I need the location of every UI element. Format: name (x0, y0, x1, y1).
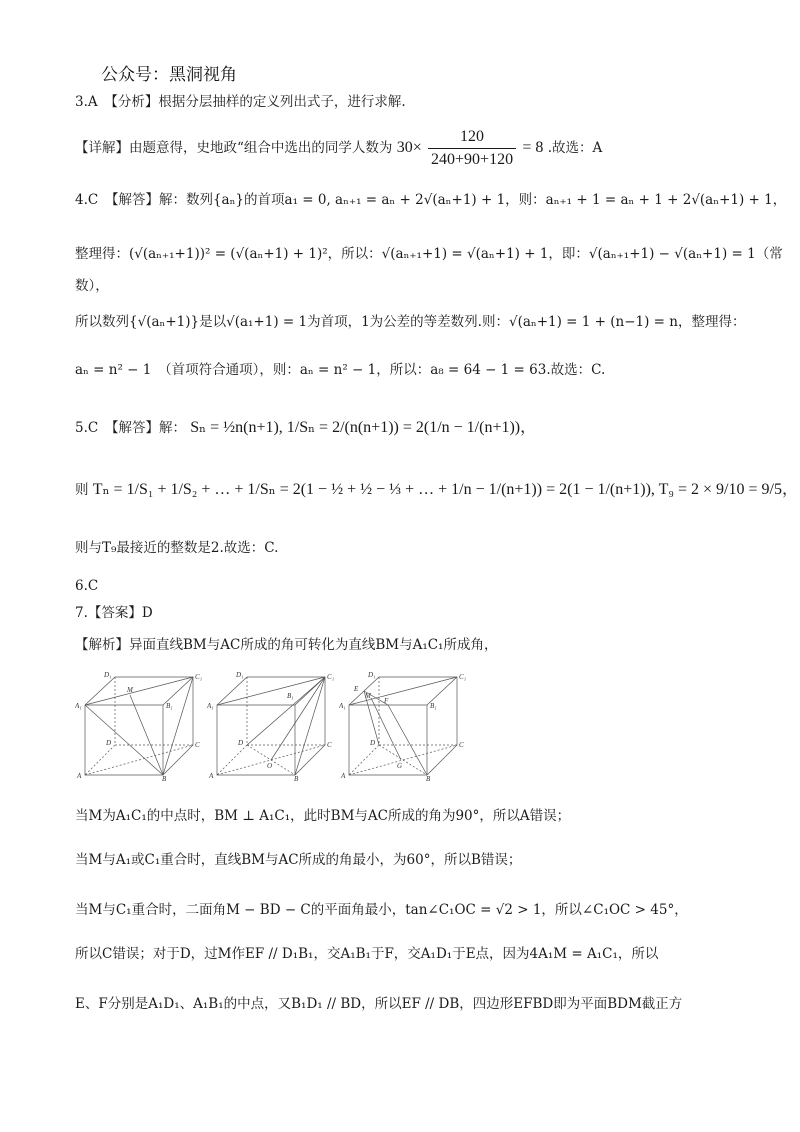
fig2-label-c1: C₁ (327, 673, 335, 681)
q4-line-1: 4.C 【解答】解：数列{aₙ}的首项a₁ = 0, aₙ₊₁ = aₙ + 2√(aₙ+1) + 1，则：aₙ₊₁ + 1 = aₙ + 1 + 2√(aₙ+1) + 1， (75, 192, 787, 208)
watermark-text: 公众号：黑洞视角 (97, 60, 241, 85)
q7-para-2: 当M与A₁或C₁重合时，直线BM与AC所成的角最小，为60°，所以B错误； (75, 852, 522, 868)
fig1-label-d: D (106, 739, 112, 747)
fig3-label-d: D (370, 739, 376, 747)
fig2-label-b1: B₁ (287, 692, 294, 700)
fig2-label-d1: D₁ (236, 671, 244, 679)
fig1-label-b: B (162, 775, 167, 781)
q3-analysis: 3.A 【分析】根据分层抽样的定义列出式子，进行求解. (75, 94, 406, 110)
cube-figure-1 (75, 665, 203, 785)
q5-label: 5.C 【解答】解： (75, 420, 186, 436)
fig2-label-c: C (327, 741, 332, 749)
cube-figure-3 (339, 665, 467, 785)
fig3-label-a: A (341, 772, 346, 780)
fig2-label-a1: A₁ (207, 702, 214, 710)
fig1-label-c1: C₁ (195, 673, 203, 681)
q5-formula-1: Sₙ = ½n(n+1), 1/Sₙ = 2/(n(n+1)) = 2(1/n − 1/(n+1))， (190, 419, 537, 436)
fig3-label-c1: C₁ (459, 673, 467, 681)
fig1-label-a1: A₁ (75, 702, 82, 710)
fig2-label-d: D (238, 739, 244, 747)
fig2-label-b: B (294, 775, 299, 781)
fig3-label-c: C (459, 741, 464, 749)
fig3-label-d1: D₁ (368, 671, 376, 679)
q3-fraction (428, 126, 516, 171)
q6-answer: 6.C (75, 578, 99, 594)
q3-detail-text: 【详解】由题意得，史地政“组合中选出的同学人数为 (75, 140, 393, 156)
cube-figure-2 (207, 665, 335, 785)
fig1-label-c: C (195, 741, 200, 749)
fig3-label-m: M (365, 692, 371, 700)
q7-para-4: 所以C错误；对于D，过M作EF // D₁B₁，交A₁B₁于F，交A₁D₁于E点，因为4A₁M = A₁C₁，所以 (75, 946, 659, 962)
fig1-label-a: A (77, 772, 82, 780)
fig2-label-a: A (209, 772, 214, 780)
fig3-label-a1: A₁ (339, 702, 346, 710)
q7-analysis: 【解析】异面直线BM与AC所成的角可转化为直线BM与A₁C₁所成角， (75, 637, 498, 653)
fig3-label-f: F (384, 697, 389, 705)
q3-detail (75, 126, 602, 171)
fig1-label-m: M (127, 686, 133, 694)
q4-line-2: 整理得：(√(aₙ₊₁+1))² = (√(aₙ+1) + 1)²，所以：√(aₙ₊₁+1) = √(aₙ+1) + 1，即：√(aₙ₊₁+1) − √(aₙ+1) = 1（常 (75, 246, 783, 262)
q3-numerator: 120 (428, 126, 516, 149)
q4-line-5: aₙ = n² − 1 （首项符合通项），则：aₙ = n² − 1，所以：a₈ = 64 − 1 = 63.故选：C. (75, 362, 606, 378)
q3-denominator: 240+90+120 (431, 151, 514, 168)
q4-line-4: 所以数列{√(aₙ+1)}是以√(a₁+1) = 1为首项，1为公差的等差数列.则：√(aₙ+1) = 1 + (n−1) = n，整理得： (75, 314, 746, 330)
fig3-label-b1: B₁ (430, 702, 437, 710)
q7-para-1: 当M为A₁C₁的中点时，BM ⊥ A₁C₁，此时BM与AC所成的角为90°，所以A错误； (75, 808, 571, 824)
q3-conclusion: .故选：A (547, 140, 603, 156)
q7-para-3: 当M与C₁重合时，二面角M − BD − C的平面角最小，tan∠C₁OC = √2 > 1，所以∠C₁OC > 45°， (75, 902, 688, 918)
q5-line-1 (75, 418, 536, 438)
fig3-label-b: B (426, 775, 431, 781)
q3-coef: 30× (396, 139, 422, 156)
q5-line-3: 则与T₉最接近的整数是2.故选：C. (75, 540, 279, 556)
fig1-label-d1: D₁ (104, 671, 112, 679)
q7-para-5: E、F分别是A₁D₁、A₁B₁的中点，又B₁D₁ // BD，所以EF // DB，四边形EFBD即为平面BDM截正方 (75, 996, 683, 1012)
fig3-label-e: E (354, 685, 359, 693)
q7-answer: 7.【答案】D (75, 605, 153, 621)
q3-equals: = 8 (522, 139, 544, 156)
fig2-label-o: O (267, 762, 273, 770)
q4-line-3: 数）， (75, 278, 109, 294)
fig1-label-b1: B₁ (166, 702, 173, 710)
fig3-label-g: G (397, 762, 403, 770)
q5-formula-2: Tₙ = 1/S₁ + 1/S₂ + … + 1/Sₙ = 2(1 − ½ + ½ − ⅓ + … + 1/n − 1/(n+1)) = 2(1 − 1/(n+1)), T₉ = 2 × 9/10 = 9/5， (92, 481, 798, 498)
q5-then: 则 (75, 482, 89, 498)
q5-line-2 (75, 480, 798, 500)
